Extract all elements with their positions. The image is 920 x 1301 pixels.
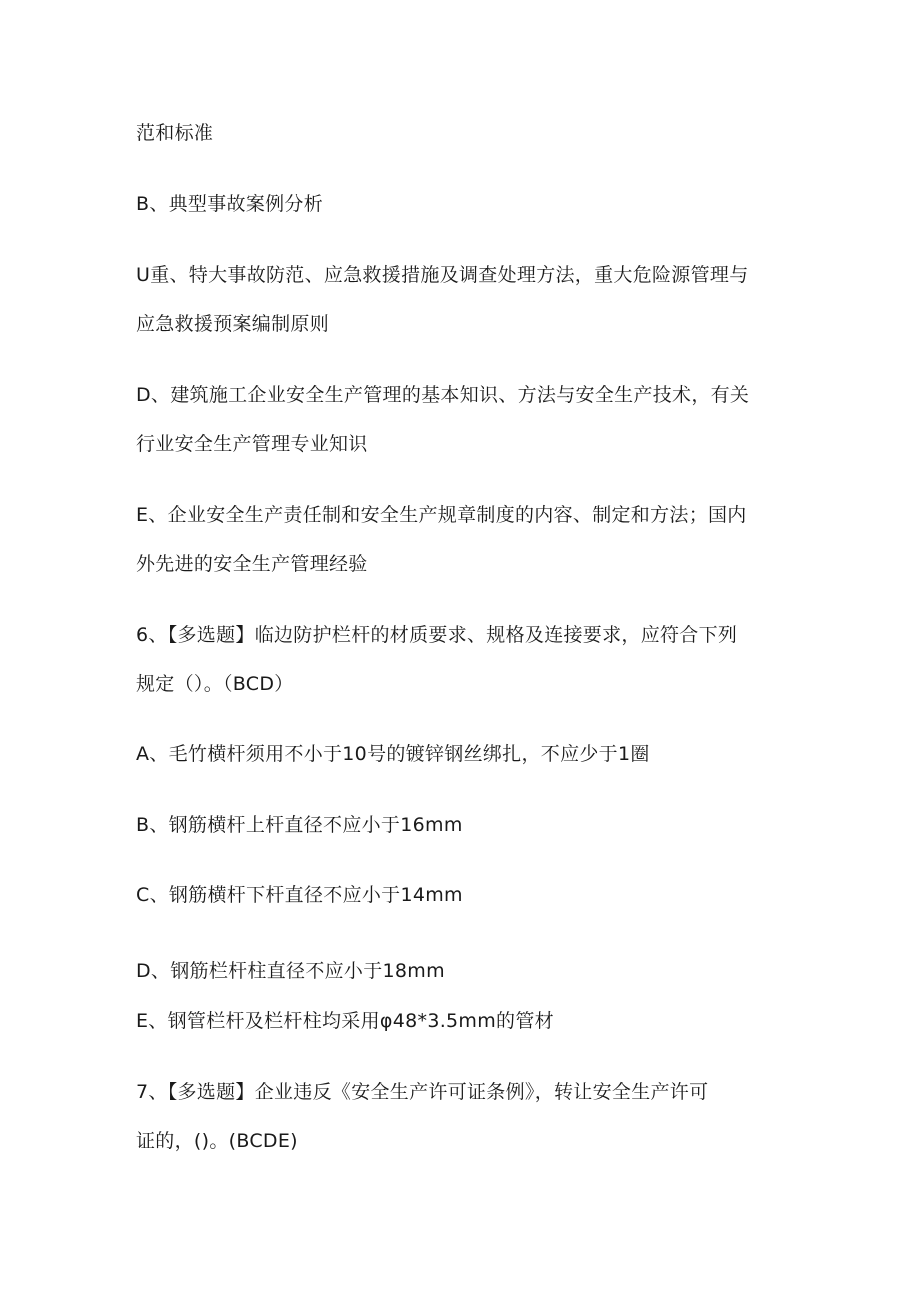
option-c: C、钢筋横杆下杆直径不应小于14mm xyxy=(136,884,463,906)
text-line-3: U重、特大事故防范、应急救援措施及调查处理方法，重大危险源管理与 xyxy=(136,264,749,286)
text-line-8: 外先进的安全生产管理经验 xyxy=(136,553,368,575)
text-line-1: 范和标准 xyxy=(136,122,214,144)
text-line-4: 应急救援预案编制原则 xyxy=(136,313,330,335)
question-6-answer: 规定（）。（BCD） xyxy=(136,673,294,695)
text-line-6: 行业安全生产管理专业知识 xyxy=(136,433,368,455)
text-line-5: D、建筑施工企业安全生产管理的基本知识、方法与安全生产技术，有关 xyxy=(136,384,750,406)
text-line-7: E、企业安全生产责任制和安全生产规章制度的内容、制定和方法；国内 xyxy=(136,504,747,526)
question-6-text: 6、【多选题】临边防护栏杆的材质要求、规格及连接要求，应符合下列 xyxy=(136,624,738,646)
question-7-text: 7、【多选题】企业违反《安全生产许可证条例》，转让安全生产许可 xyxy=(136,1081,709,1103)
option-b: B、钢筋横杆上杆直径不应小于16mm xyxy=(136,814,463,836)
text-line-2: B、典型事故案例分析 xyxy=(136,193,324,215)
option-e: E、钢管栏杆及栏杆柱均采用φ48*3.5mm的管材 xyxy=(136,1010,554,1032)
question-7-answer: 证的，()。(BCDE) xyxy=(136,1130,298,1152)
option-a: A、毛竹横杆须用不小于10号的镀锌钢丝绑扎，不应少于1圈 xyxy=(136,743,650,765)
option-d: D、钢筋栏杆柱直径不应小于18mm xyxy=(136,960,445,982)
